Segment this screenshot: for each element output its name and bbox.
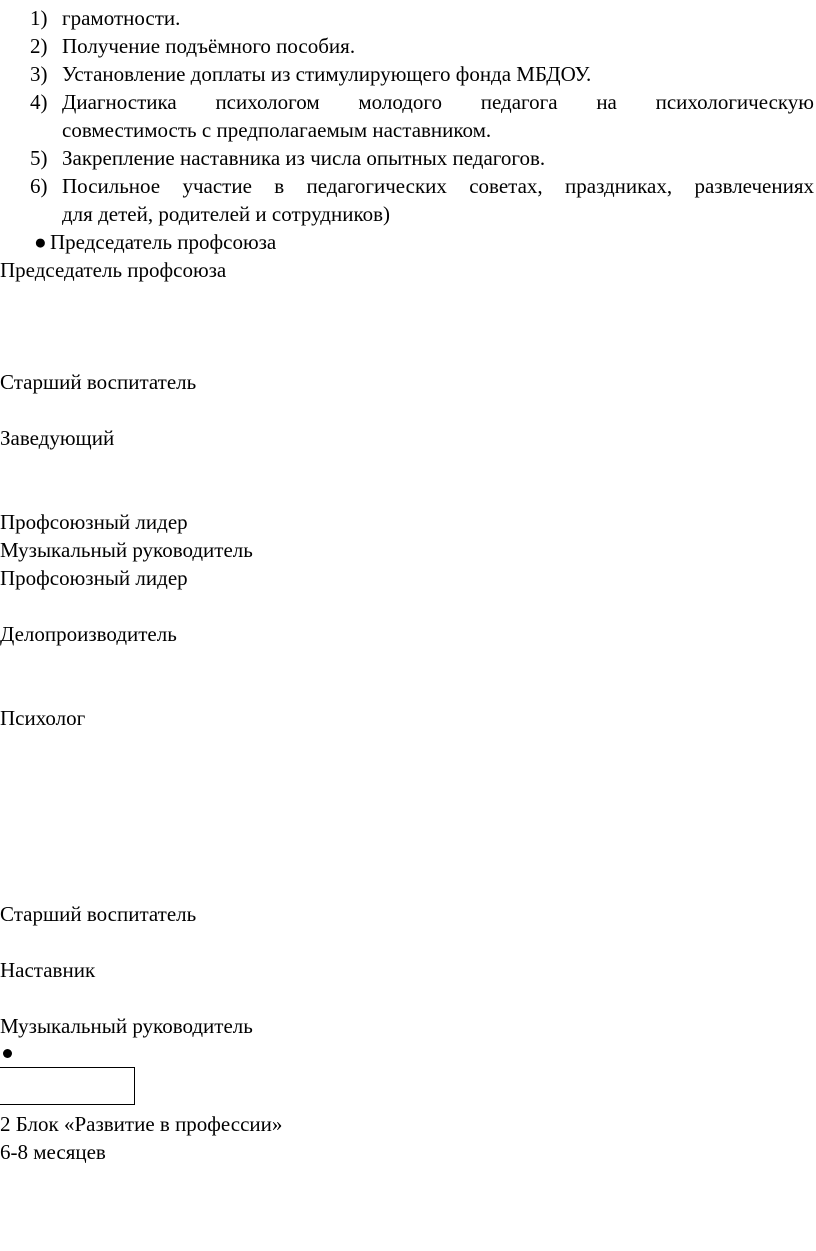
- role-label: Старший воспитатель: [0, 902, 197, 926]
- role-label: Профсоюзный лидер: [0, 566, 188, 590]
- role-label: Музыкальный руководитель: [0, 1014, 253, 1038]
- role-label: Профсоюзный лидер: [0, 510, 188, 534]
- list-text-line-1: Диагностика психологом молодого педагога на психологическую: [62, 90, 814, 114]
- list-text-line-2: для детей, родителей и сотрудников): [62, 202, 390, 226]
- list-item-4: [0, 88, 814, 144]
- role-label: Старший воспитатель: [0, 370, 197, 394]
- list-text-line-1: Посильное участие в педагогических советах, праздниках, развлечениях: [62, 174, 814, 198]
- list-text: Закрепление наставника из числа опытных педагогов.: [62, 146, 546, 170]
- list-item-6: [0, 172, 814, 228]
- list-number: 3): [30, 62, 48, 86]
- role-label: Делопроизводитель: [0, 622, 177, 646]
- role-label: Музыкальный руководитель: [0, 538, 253, 562]
- role-label: Председатель профсоюза: [0, 258, 227, 282]
- bullet-icon: ●: [34, 230, 47, 254]
- list-number: 4): [30, 90, 48, 114]
- list-text: Получение подъёмного пособия.: [62, 34, 356, 58]
- bullet-text: Председатель профсоюза: [50, 230, 277, 254]
- role-label: Заведующий: [0, 426, 115, 450]
- block-duration: 6-8 месяцев: [0, 1140, 106, 1164]
- list-text-line-2: совместимость с предполагаемым наставником.: [62, 118, 492, 142]
- list-number: 1): [30, 6, 48, 30]
- role-label: Психолог: [0, 706, 86, 730]
- list-number: 6): [30, 174, 48, 198]
- list-number: 5): [30, 146, 48, 170]
- list-text: Установление доплаты из стимулирующего фонда МБДОУ.: [62, 62, 592, 86]
- block-title: 2 Блок «Развитие в профессии»: [0, 1112, 283, 1136]
- bullet-dot-icon: [3, 1049, 12, 1058]
- list-number: 2): [30, 34, 48, 58]
- empty-frame: [0, 1067, 135, 1105]
- role-label: Наставник: [0, 958, 96, 982]
- list-text: грамотности.: [62, 6, 181, 30]
